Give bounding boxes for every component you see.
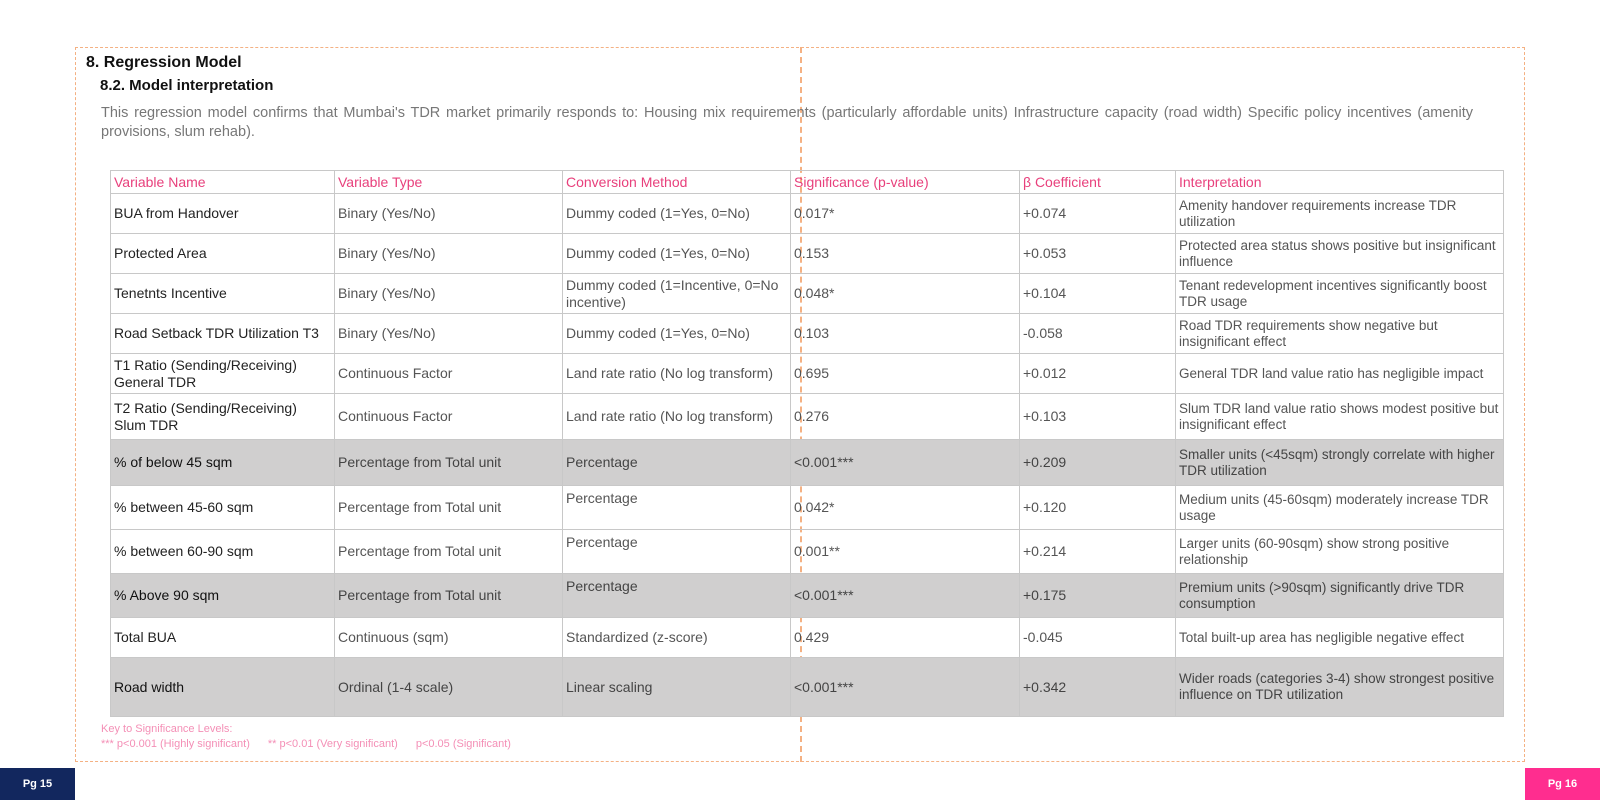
cell-interpretation: Premium units (>90sqm) significantly drive TDR consumption bbox=[1176, 574, 1504, 618]
cell-beta-coefficient: +0.214 bbox=[1020, 530, 1176, 574]
header-interpretation: Interpretation bbox=[1176, 171, 1504, 194]
cell-conversion-method: Standardized (z-score) bbox=[563, 618, 791, 658]
cell-beta-coefficient: -0.058 bbox=[1020, 314, 1176, 354]
cell-variable-name: % of below 45 sqm bbox=[111, 440, 335, 486]
cell-variable-name: % between 45-60 sqm bbox=[111, 486, 335, 530]
header-beta-coefficient: β Coefficient bbox=[1020, 171, 1176, 194]
cell-variable-type: Binary (Yes/No) bbox=[335, 314, 563, 354]
table-row bbox=[111, 274, 1504, 314]
cell-significance: 0.103 bbox=[791, 314, 1020, 354]
key-significant: p<0.05 (Significant) bbox=[415, 738, 511, 750]
cell-variable-type: Percentage from Total unit bbox=[335, 574, 563, 618]
cell-variable-name: T1 Ratio (Sending/Receiving) General TDR bbox=[111, 354, 335, 394]
table-row bbox=[111, 394, 1504, 440]
cell-variable-type: Continuous (sqm) bbox=[335, 618, 563, 658]
table-header-row bbox=[111, 171, 1504, 194]
cell-interpretation: General TDR land value ratio has negligible impact bbox=[1176, 354, 1504, 394]
cell-significance: <0.001*** bbox=[791, 658, 1020, 717]
cell-interpretation: Larger units (60-90sqm) show strong positive relationship bbox=[1176, 530, 1504, 574]
table-row bbox=[111, 440, 1504, 486]
cell-conversion-method: Percentage bbox=[563, 440, 791, 486]
cell-variable-name: Protected Area bbox=[111, 234, 335, 274]
regression-table bbox=[110, 170, 1504, 717]
cell-significance: 0.695 bbox=[791, 354, 1020, 394]
table-row bbox=[111, 234, 1504, 274]
cell-interpretation: Tenant redevelopment incentives significantly boost TDR usage bbox=[1176, 274, 1504, 314]
cell-beta-coefficient: +0.175 bbox=[1020, 574, 1176, 618]
header-significance: Significance (p-value) bbox=[791, 171, 1020, 194]
cell-variable-type: Ordinal (1-4 scale) bbox=[335, 658, 563, 717]
table-row bbox=[111, 486, 1504, 530]
cell-conversion-method: Percentage bbox=[563, 530, 791, 574]
cell-variable-type: Binary (Yes/No) bbox=[335, 194, 563, 234]
cell-significance: 0.048* bbox=[791, 274, 1020, 314]
cell-beta-coefficient: +0.120 bbox=[1020, 486, 1176, 530]
cell-interpretation: Road TDR requirements show negative but insignificant effect bbox=[1176, 314, 1504, 354]
cell-conversion-method: Dummy coded (1=Yes, 0=No) bbox=[563, 234, 791, 274]
page-number-left: Pg 15 bbox=[0, 768, 75, 800]
cell-variable-name: Road width bbox=[111, 658, 335, 717]
table-row bbox=[111, 530, 1504, 574]
table-row bbox=[111, 658, 1504, 717]
cell-variable-name: BUA from Handover bbox=[111, 194, 335, 234]
cell-interpretation: Medium units (45-60sqm) moderately increase TDR usage bbox=[1176, 486, 1504, 530]
cell-beta-coefficient: +0.074 bbox=[1020, 194, 1176, 234]
table-row bbox=[111, 354, 1504, 394]
cell-conversion-method: Percentage bbox=[563, 486, 791, 530]
cell-significance: 0.042* bbox=[791, 486, 1020, 530]
significance-key bbox=[101, 722, 511, 752]
cell-variable-type: Binary (Yes/No) bbox=[335, 274, 563, 314]
cell-significance: 0.429 bbox=[791, 618, 1020, 658]
cell-significance: 0.017* bbox=[791, 194, 1020, 234]
cell-variable-type: Continuous Factor bbox=[335, 394, 563, 440]
cell-interpretation: Wider roads (categories 3-4) show strongest positive influence on TDR utilization bbox=[1176, 658, 1504, 717]
cell-variable-type: Percentage from Total unit bbox=[335, 486, 563, 530]
table-row bbox=[111, 618, 1504, 658]
cell-variable-type: Percentage from Total unit bbox=[335, 530, 563, 574]
cell-interpretation: Total built-up area has negligible negative effect bbox=[1176, 618, 1504, 658]
cell-beta-coefficient: -0.045 bbox=[1020, 618, 1176, 658]
page-number-right: Pg 16 bbox=[1525, 768, 1600, 800]
cell-variable-name: Total BUA bbox=[111, 618, 335, 658]
key-title: Key to Significance Levels: bbox=[101, 723, 233, 735]
key-very-significant: ** p<0.01 (Very significant) bbox=[267, 738, 398, 750]
cell-significance: 0.276 bbox=[791, 394, 1020, 440]
cell-variable-name: Tenetnts Incentive bbox=[111, 274, 335, 314]
key-highly-significant: *** p<0.001 (Highly significant) bbox=[101, 738, 250, 750]
cell-significance: <0.001*** bbox=[791, 440, 1020, 486]
header-variable-type: Variable Type bbox=[335, 171, 563, 194]
cell-variable-name: % between 60-90 sqm bbox=[111, 530, 335, 574]
cell-interpretation: Protected area status shows positive but insignificant influence bbox=[1176, 234, 1504, 274]
cell-interpretation: Smaller units (<45sqm) strongly correlate with higher TDR utilization bbox=[1176, 440, 1504, 486]
cell-beta-coefficient: +0.342 bbox=[1020, 658, 1176, 717]
cell-conversion-method: Dummy coded (1=Incentive, 0=No incentive) bbox=[563, 274, 791, 314]
header-variable-name: Variable Name bbox=[111, 171, 335, 194]
cell-conversion-method: Dummy coded (1=Yes, 0=No) bbox=[563, 194, 791, 234]
cell-beta-coefficient: +0.209 bbox=[1020, 440, 1176, 486]
cell-significance: 0.153 bbox=[791, 234, 1020, 274]
cell-variable-type: Binary (Yes/No) bbox=[335, 234, 563, 274]
header-conversion-method: Conversion Method bbox=[563, 171, 791, 194]
cell-conversion-method: Land rate ratio (No log transform) bbox=[563, 394, 791, 440]
key-levels bbox=[101, 737, 511, 752]
cell-interpretation: Slum TDR land value ratio shows modest positive but insignificant effect bbox=[1176, 394, 1504, 440]
cell-beta-coefficient: +0.103 bbox=[1020, 394, 1176, 440]
cell-significance: <0.001*** bbox=[791, 574, 1020, 618]
cell-beta-coefficient: +0.104 bbox=[1020, 274, 1176, 314]
cell-variable-type: Percentage from Total unit bbox=[335, 440, 563, 486]
table-row bbox=[111, 574, 1504, 618]
cell-conversion-method: Dummy coded (1=Yes, 0=No) bbox=[563, 314, 791, 354]
cell-interpretation: Amenity handover requirements increase TDR utilization bbox=[1176, 194, 1504, 234]
cell-variable-name: Road Setback TDR Utilization T3 bbox=[111, 314, 335, 354]
cell-variable-name: % Above 90 sqm bbox=[111, 574, 335, 618]
section-title: 8. Regression Model bbox=[86, 54, 242, 71]
cell-variable-name: T2 Ratio (Sending/Receiving) Slum TDR bbox=[111, 394, 335, 440]
subsection-title: 8.2. Model interpretation bbox=[100, 77, 274, 94]
cell-variable-type: Continuous Factor bbox=[335, 354, 563, 394]
cell-conversion-method: Linear scaling bbox=[563, 658, 791, 717]
cell-beta-coefficient: +0.053 bbox=[1020, 234, 1176, 274]
cell-conversion-method: Land rate ratio (No log transform) bbox=[563, 354, 791, 394]
cell-significance: 0.001** bbox=[791, 530, 1020, 574]
intro-paragraph: This regression model confirms that Mumbai's TDR market primarily responds to: Housing mix requirements (particularly affordable units) Infrastructure capacity (road width) Specific policy incentives (amenity provisions, slum rehab). bbox=[101, 105, 1473, 140]
cell-conversion-method: Percentage bbox=[563, 574, 791, 618]
cell-beta-coefficient: +0.012 bbox=[1020, 354, 1176, 394]
table-row bbox=[111, 314, 1504, 354]
table-row bbox=[111, 194, 1504, 234]
